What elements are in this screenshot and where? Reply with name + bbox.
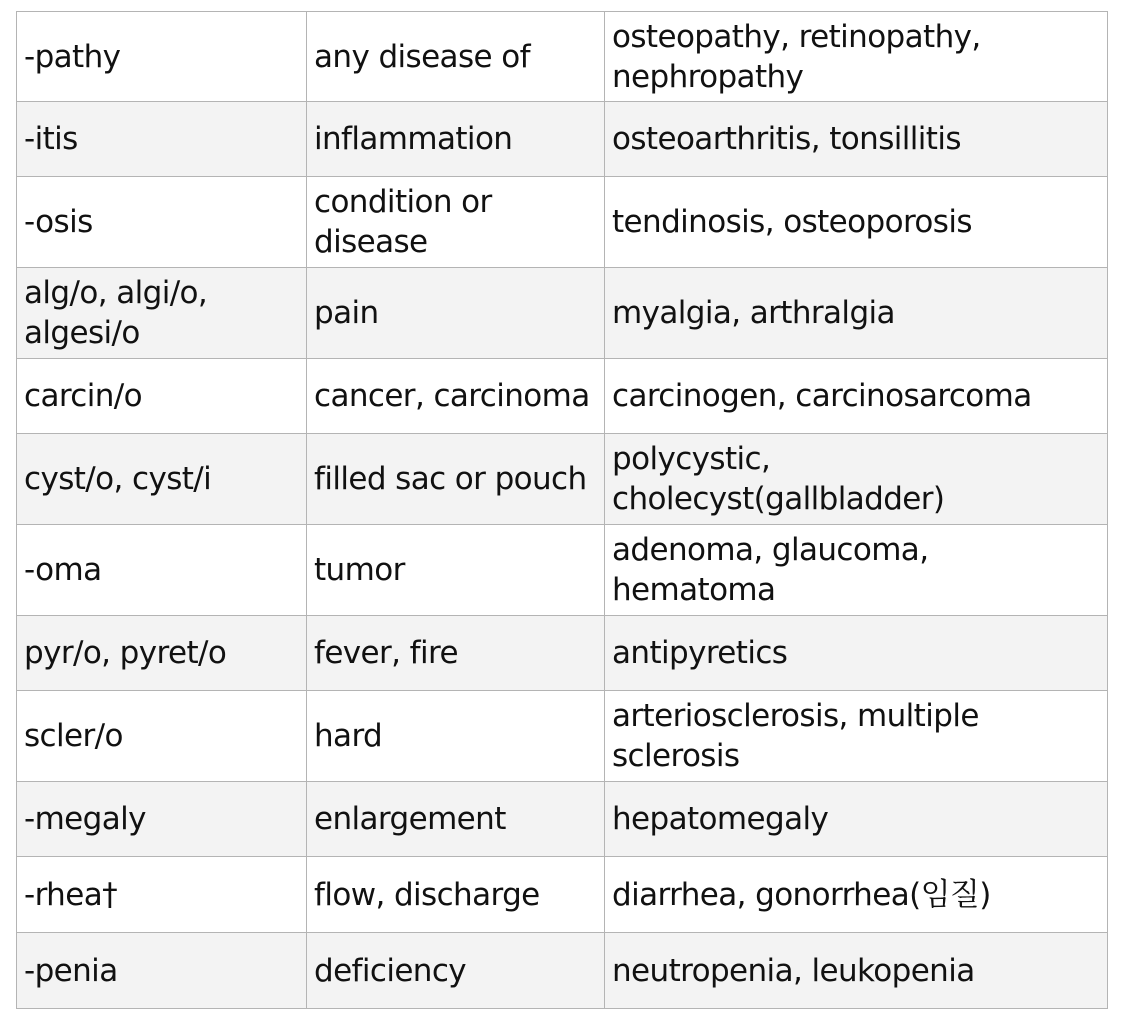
meaning-cell: any disease of: [307, 12, 605, 102]
examples-cell: carcinogen, carcinosarcoma: [605, 359, 1108, 434]
meaning-cell: cancer, carcinoma: [307, 359, 605, 434]
examples-cell: arteriosclerosis, multiple sclerosis: [605, 691, 1108, 782]
term-cell: -osis: [17, 177, 307, 268]
table-row: [17, 782, 1108, 857]
table-row: [17, 268, 1108, 359]
examples-cell: osteopathy, retinopathy, nephropathy: [605, 12, 1108, 102]
table-row: [17, 616, 1108, 691]
examples-cell: osteoarthritis, tonsillitis: [605, 102, 1108, 177]
table-row: [17, 102, 1108, 177]
meaning-cell: filled sac or pouch: [307, 434, 605, 525]
table-row: [17, 177, 1108, 268]
medical-terms-table: [16, 11, 1108, 1009]
table-row: [17, 12, 1108, 102]
term-cell: -penia: [17, 933, 307, 1009]
term-cell: -itis: [17, 102, 307, 177]
table-row: [17, 933, 1108, 1009]
examples-cell: polycystic, cholecyst(gallbladder): [605, 434, 1108, 525]
term-cell: -oma: [17, 525, 307, 616]
term-cell: -rhea†: [17, 857, 307, 933]
term-cell: -megaly: [17, 782, 307, 857]
term-cell: carcin/o: [17, 359, 307, 434]
examples-cell: antipyretics: [605, 616, 1108, 691]
meaning-cell: hard: [307, 691, 605, 782]
meaning-cell: tumor: [307, 525, 605, 616]
term-cell: cyst/o, cyst/i: [17, 434, 307, 525]
meaning-cell: inflammation: [307, 102, 605, 177]
table-row: [17, 691, 1108, 782]
examples-cell: adenoma, glaucoma, hematoma: [605, 525, 1108, 616]
term-cell: scler/o: [17, 691, 307, 782]
meaning-cell: condition or disease: [307, 177, 605, 268]
table-row: [17, 359, 1108, 434]
term-cell: pyr/o, pyret/o: [17, 616, 307, 691]
term-cell: -pathy: [17, 12, 307, 102]
table-row: [17, 525, 1108, 616]
term-cell: alg/o, algi/o, algesi/o: [17, 268, 307, 359]
table-row: [17, 434, 1108, 525]
examples-cell: diarrhea, gonorrhea(임질): [605, 857, 1108, 933]
table-row: [17, 857, 1108, 933]
examples-cell: myalgia, arthralgia: [605, 268, 1108, 359]
examples-cell: tendinosis, osteoporosis: [605, 177, 1108, 268]
meaning-cell: enlargement: [307, 782, 605, 857]
examples-cell: neutropenia, leukopenia: [605, 933, 1108, 1009]
meaning-cell: flow, discharge: [307, 857, 605, 933]
examples-cell: hepatomegaly: [605, 782, 1108, 857]
meaning-cell: fever, fire: [307, 616, 605, 691]
meaning-cell: pain: [307, 268, 605, 359]
meaning-cell: deficiency: [307, 933, 605, 1009]
